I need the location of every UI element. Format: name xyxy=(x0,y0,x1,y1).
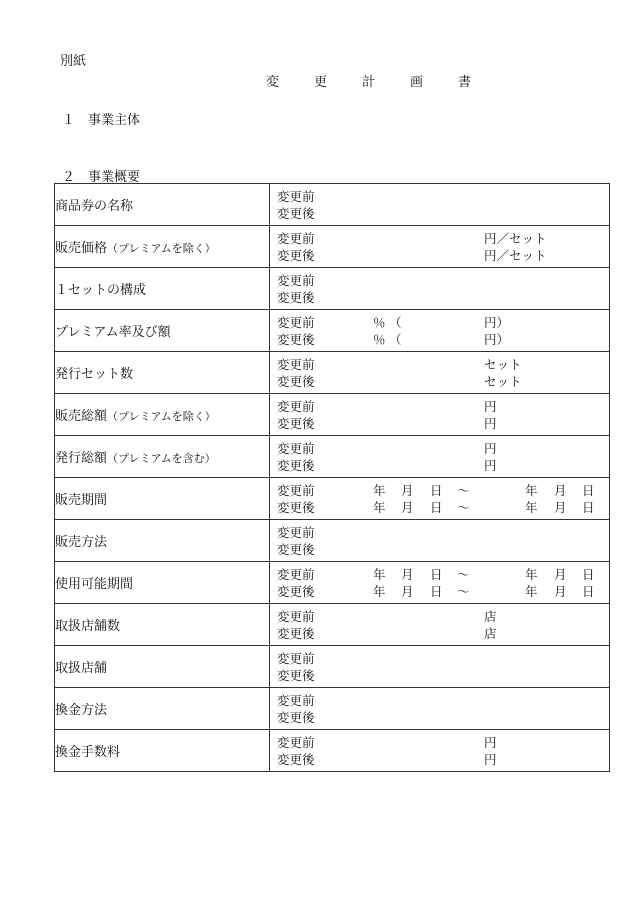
month-unit: 月 xyxy=(401,583,414,599)
item-label xyxy=(55,310,270,352)
before-label: 変更前 xyxy=(277,608,315,624)
item-label xyxy=(55,184,270,226)
range-tilde: 〜 xyxy=(457,566,470,582)
range-tilde: 〜 xyxy=(457,482,470,498)
after-label: 変更後 xyxy=(277,583,315,599)
year-unit: 年 xyxy=(525,499,538,515)
item-name: 商品券の名称 xyxy=(55,199,134,214)
section-heading xyxy=(62,109,140,128)
after-label: 変更後 xyxy=(277,331,315,347)
unit: 円 xyxy=(484,398,497,414)
before-label: 変更前 xyxy=(277,188,315,204)
item-name: プレミアム率及び額 xyxy=(55,325,171,340)
unit: 円／セット xyxy=(484,230,547,246)
unit: セット xyxy=(484,356,522,372)
day-unit: 日 xyxy=(430,566,443,582)
year-unit: 年 xyxy=(373,583,386,599)
month-unit: 月 xyxy=(401,566,414,582)
day-unit: 日 xyxy=(430,499,443,515)
after-label: 変更後 xyxy=(277,667,315,683)
month-unit: 月 xyxy=(401,499,414,515)
item-name: 発行総額 xyxy=(55,451,108,466)
year-unit: 年 xyxy=(525,566,538,582)
table-row xyxy=(55,268,610,310)
item-name: 取扱店舗数 xyxy=(55,619,121,634)
before-label: 変更前 xyxy=(277,692,315,708)
before-label: 変更前 xyxy=(277,734,315,750)
unit: 円） xyxy=(484,331,510,347)
item-label xyxy=(55,352,270,394)
table-row xyxy=(55,184,610,226)
item-label xyxy=(55,268,270,310)
before-label: 変更前 xyxy=(277,650,315,666)
percent-sign: ％ xyxy=(373,314,386,330)
year-unit: 年 xyxy=(373,499,386,515)
item-label xyxy=(55,604,270,646)
value-cell xyxy=(270,562,610,604)
before-label: 変更前 xyxy=(277,566,315,582)
after-label: 変更後 xyxy=(277,373,315,389)
item-label xyxy=(55,226,270,268)
table-row xyxy=(55,646,610,688)
unit: 円 xyxy=(484,440,497,456)
item-name: 発行セット数 xyxy=(55,367,134,382)
unit: 円 xyxy=(484,457,497,473)
overview-table xyxy=(54,183,610,772)
table-row xyxy=(55,352,610,394)
item-label xyxy=(55,562,270,604)
after-label: 変更後 xyxy=(277,457,315,473)
day-unit: 日 xyxy=(582,566,595,582)
item-label xyxy=(55,730,270,772)
item-label xyxy=(55,478,270,520)
value-cell xyxy=(270,436,610,478)
before-label: 変更前 xyxy=(277,314,315,330)
item-note: （プレミアムを除く） xyxy=(107,242,216,255)
value-cell xyxy=(270,478,610,520)
table-row xyxy=(55,520,610,562)
item-note: （プレミアムを含む） xyxy=(107,452,216,465)
unit: 円） xyxy=(484,314,510,330)
day-unit: 日 xyxy=(430,583,443,599)
unit: セット xyxy=(484,373,522,389)
table-row xyxy=(55,226,610,268)
item-label xyxy=(55,520,270,562)
after-label: 変更後 xyxy=(277,247,315,263)
value-cell xyxy=(270,184,610,226)
item-label xyxy=(55,688,270,730)
table-row xyxy=(55,478,610,520)
after-label: 変更後 xyxy=(277,541,315,557)
before-label: 変更前 xyxy=(277,524,315,540)
before-label: 変更前 xyxy=(277,230,315,246)
item-label xyxy=(55,394,270,436)
year-unit: 年 xyxy=(373,566,386,582)
range-tilde: 〜 xyxy=(457,499,470,515)
table-row xyxy=(55,394,610,436)
unit: 店 xyxy=(484,608,497,624)
year-unit: 年 xyxy=(373,482,386,498)
item-name: 販売期間 xyxy=(55,493,108,508)
day-unit: 日 xyxy=(582,482,595,498)
after-label: 変更後 xyxy=(277,751,315,767)
value-cell xyxy=(270,730,610,772)
value-cell xyxy=(270,226,610,268)
table-row xyxy=(55,310,610,352)
item-name: １セットの構成 xyxy=(55,283,147,298)
item-name: 使用可能期間 xyxy=(55,577,134,592)
paren-open: （ xyxy=(389,314,402,330)
value-cell xyxy=(270,688,610,730)
month-unit: 月 xyxy=(554,482,567,498)
unit: 円／セット xyxy=(484,247,547,263)
item-name: 販売総額 xyxy=(55,409,108,424)
value-cell xyxy=(270,520,610,562)
percent-sign: ％ xyxy=(373,331,386,347)
unit: 円 xyxy=(484,415,497,431)
before-label: 変更前 xyxy=(277,440,315,456)
annex-label: 別紙 xyxy=(60,54,87,69)
value-cell xyxy=(270,310,610,352)
table-row xyxy=(55,562,610,604)
value-cell xyxy=(270,604,610,646)
after-label: 変更後 xyxy=(277,205,315,221)
before-label: 変更前 xyxy=(277,482,315,498)
value-cell xyxy=(270,268,610,310)
item-name: 販売価格 xyxy=(55,241,108,256)
item-name: 換金方法 xyxy=(55,703,108,718)
value-cell xyxy=(270,646,610,688)
item-name: 販売方法 xyxy=(55,535,108,550)
before-label: 変更前 xyxy=(277,398,315,414)
after-label: 変更後 xyxy=(277,625,315,641)
day-unit: 日 xyxy=(582,499,595,515)
table-row xyxy=(55,730,610,772)
table-row xyxy=(55,688,610,730)
unit: 円 xyxy=(484,734,497,750)
range-tilde: 〜 xyxy=(457,583,470,599)
year-unit: 年 xyxy=(525,583,538,599)
day-unit: 日 xyxy=(582,583,595,599)
year-unit: 年 xyxy=(525,482,538,498)
after-label: 変更後 xyxy=(277,415,315,431)
after-label: 変更後 xyxy=(277,289,315,305)
section-label: 事業主体 xyxy=(88,113,141,128)
before-label: 変更前 xyxy=(277,272,315,288)
after-label: 変更後 xyxy=(277,499,315,515)
value-cell xyxy=(270,394,610,436)
unit: 店 xyxy=(484,625,497,641)
day-unit: 日 xyxy=(430,482,443,498)
month-unit: 月 xyxy=(401,482,414,498)
section-label: 事業概要 xyxy=(88,170,141,185)
month-unit: 月 xyxy=(554,583,567,599)
before-label: 変更前 xyxy=(277,356,315,372)
table-row xyxy=(55,604,610,646)
table-row xyxy=(55,436,610,478)
section-number: １ xyxy=(62,113,76,128)
item-label xyxy=(55,646,270,688)
unit: 円 xyxy=(484,751,497,767)
document-title: 変 更 計 画 書 xyxy=(266,75,483,90)
paren-open: （ xyxy=(389,331,402,347)
after-label: 変更後 xyxy=(277,709,315,725)
section-number: ２ xyxy=(62,170,76,185)
item-note: （プレミアムを除く） xyxy=(107,410,216,423)
item-name: 換金手数料 xyxy=(55,745,121,760)
month-unit: 月 xyxy=(554,566,567,582)
item-name: 取扱店舗 xyxy=(55,661,108,676)
item-label xyxy=(55,436,270,478)
month-unit: 月 xyxy=(554,499,567,515)
value-cell xyxy=(270,352,610,394)
